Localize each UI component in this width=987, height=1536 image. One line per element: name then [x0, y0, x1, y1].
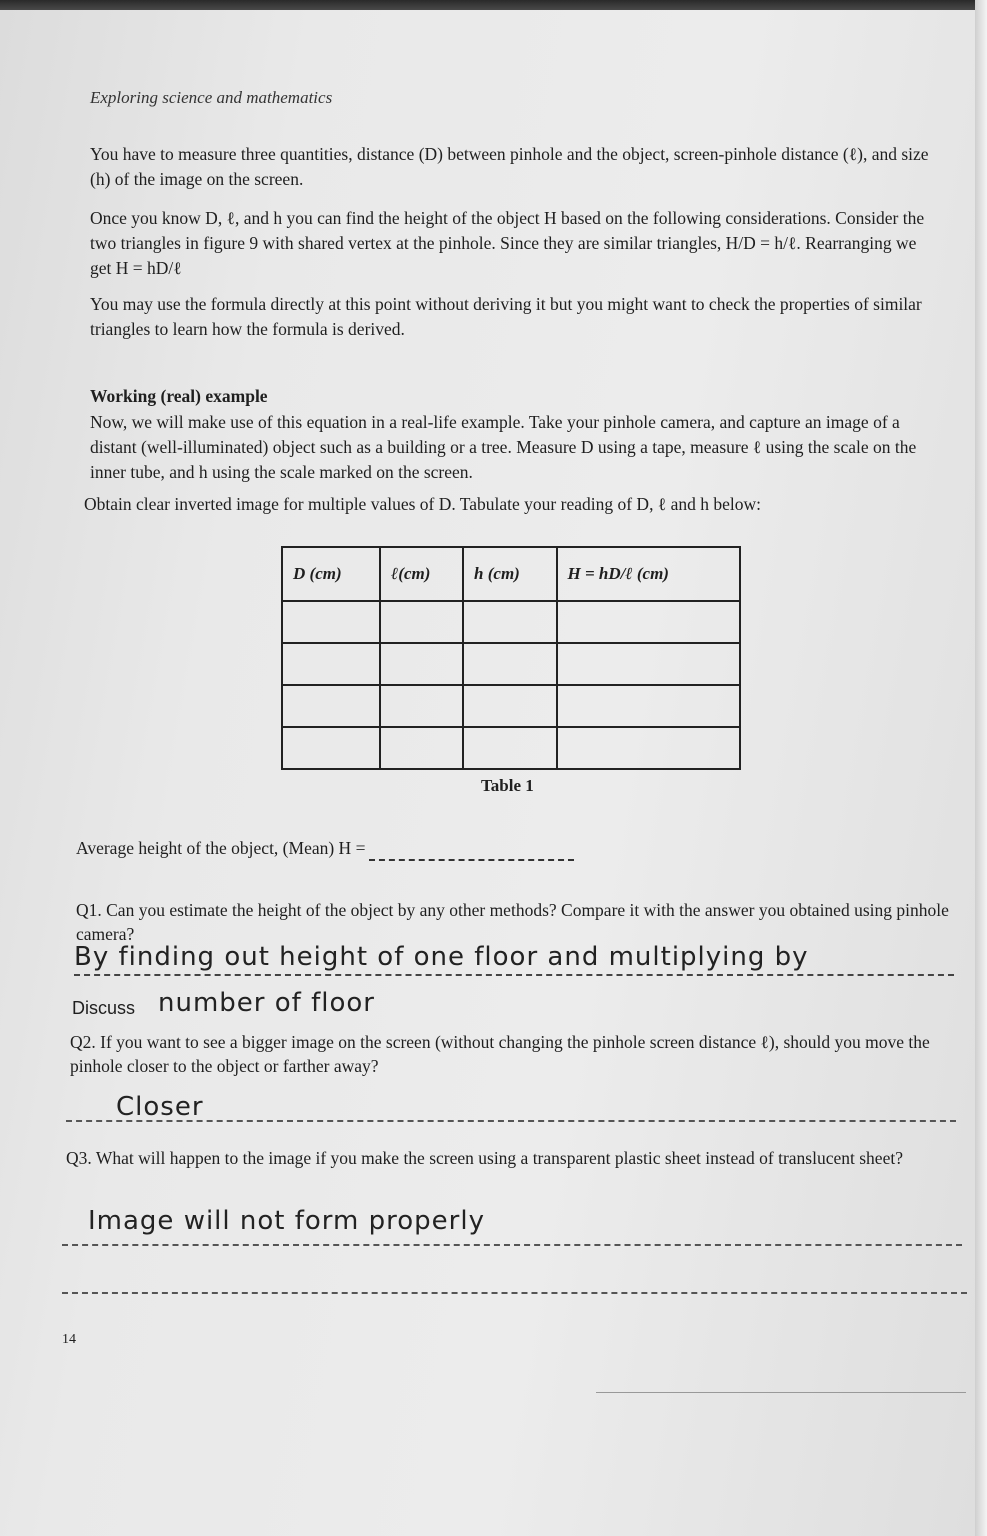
discuss-label: Discuss — [72, 998, 136, 1018]
table-cell[interactable] — [463, 727, 556, 769]
page-edge — [975, 0, 987, 1536]
table-cell[interactable] — [463, 601, 556, 643]
table-cell[interactable] — [380, 727, 463, 769]
answer-1-line-2: number of floor — [158, 988, 375, 1018]
header-H: H = hD/ℓ (cm) — [557, 547, 741, 601]
header-D: D (cm) — [282, 547, 380, 601]
paragraph-formula-note: You may use the formula directly at this point without deriving it but you might want to check the properties of similar triangles to learn how the formula is derived. — [90, 294, 922, 339]
table-row — [282, 643, 740, 685]
table-row — [282, 685, 740, 727]
question-1: Q1. Can you estimate the height of the object by any other methods? Compare it with the answer you obtained using pinhole camera? — [76, 900, 949, 944]
answer-2-line — [66, 1120, 956, 1122]
header-h: h (cm) — [463, 547, 556, 601]
table-cell[interactable] — [282, 601, 380, 643]
readings-table — [281, 546, 741, 770]
document-page — [0, 10, 980, 1536]
table-caption: Table 1 — [481, 776, 534, 795]
table-cell[interactable] — [380, 685, 463, 727]
section-heading: Working (real) example — [90, 386, 268, 406]
paragraph-real-example: Now, we will make use of this equation in a real-life example. Take your pinhole camera, and capture an image of a distant (well-illuminated) object such as a building or a tree. Measure D using a tape, measure ℓ using the scale on the inner tube, and h using the scale marked on the screen. — [90, 412, 917, 482]
running-head: Exploring science and mathematics — [90, 88, 333, 107]
bleed-through-line — [596, 1392, 966, 1393]
table-cell[interactable] — [557, 643, 741, 685]
average-line — [76, 838, 574, 861]
average-label: Average height of the object, (Mean) H = — [76, 838, 366, 858]
average-blank[interactable] — [369, 838, 574, 861]
question-2: Q2. If you want to see a bigger image on the screen (without changing the pinhole screen distance ℓ), should you move the pinhole closer to the object or farther away? — [70, 1032, 930, 1076]
paragraph-measure: You have to measure three quantities, distance (D) between pinhole and the object, screen-pinhole distance (ℓ), and size (h) of the image on the screen. — [90, 144, 929, 189]
table-cell[interactable] — [557, 685, 741, 727]
table-cell[interactable] — [282, 685, 380, 727]
table-cell[interactable] — [463, 643, 556, 685]
table-cell[interactable] — [463, 685, 556, 727]
table-row — [282, 727, 740, 769]
table-row — [282, 601, 740, 643]
answer-3-line — [62, 1244, 962, 1246]
answer-3: Image will not form properly — [88, 1206, 485, 1236]
paragraph-tabulate: Obtain clear inverted image for multiple values of D. Tabulate your reading of D, ℓ and h below: — [84, 494, 761, 514]
table-cell[interactable] — [282, 643, 380, 685]
table-header-row — [282, 547, 740, 601]
paragraph-similar-triangles: Once you know D, ℓ, and h you can find the height of the object H based on the following considerations. Consider the two triangles in figure 9 with shared vertex at the pinhole. Since they are similar triangles, H/D = h/ℓ. Rearranging we get H = hD/ℓ — [90, 208, 925, 278]
page-number: 14 — [62, 1332, 76, 1347]
answer-3-extra-line — [62, 1292, 967, 1294]
question-3: Q3. What will happen to the image if you make the screen using a transparent plastic sheet instead of translucent sheet? — [66, 1148, 903, 1168]
table-cell[interactable] — [557, 601, 741, 643]
header-l: ℓ(cm) — [380, 547, 463, 601]
table-cell[interactable] — [282, 727, 380, 769]
answer-2: Closer — [116, 1092, 204, 1122]
table-cell[interactable] — [380, 643, 463, 685]
table-cell[interactable] — [380, 601, 463, 643]
table-cell[interactable] — [557, 727, 741, 769]
answer-1-line-1: By finding out height of one floor and multiplying by — [74, 942, 954, 976]
